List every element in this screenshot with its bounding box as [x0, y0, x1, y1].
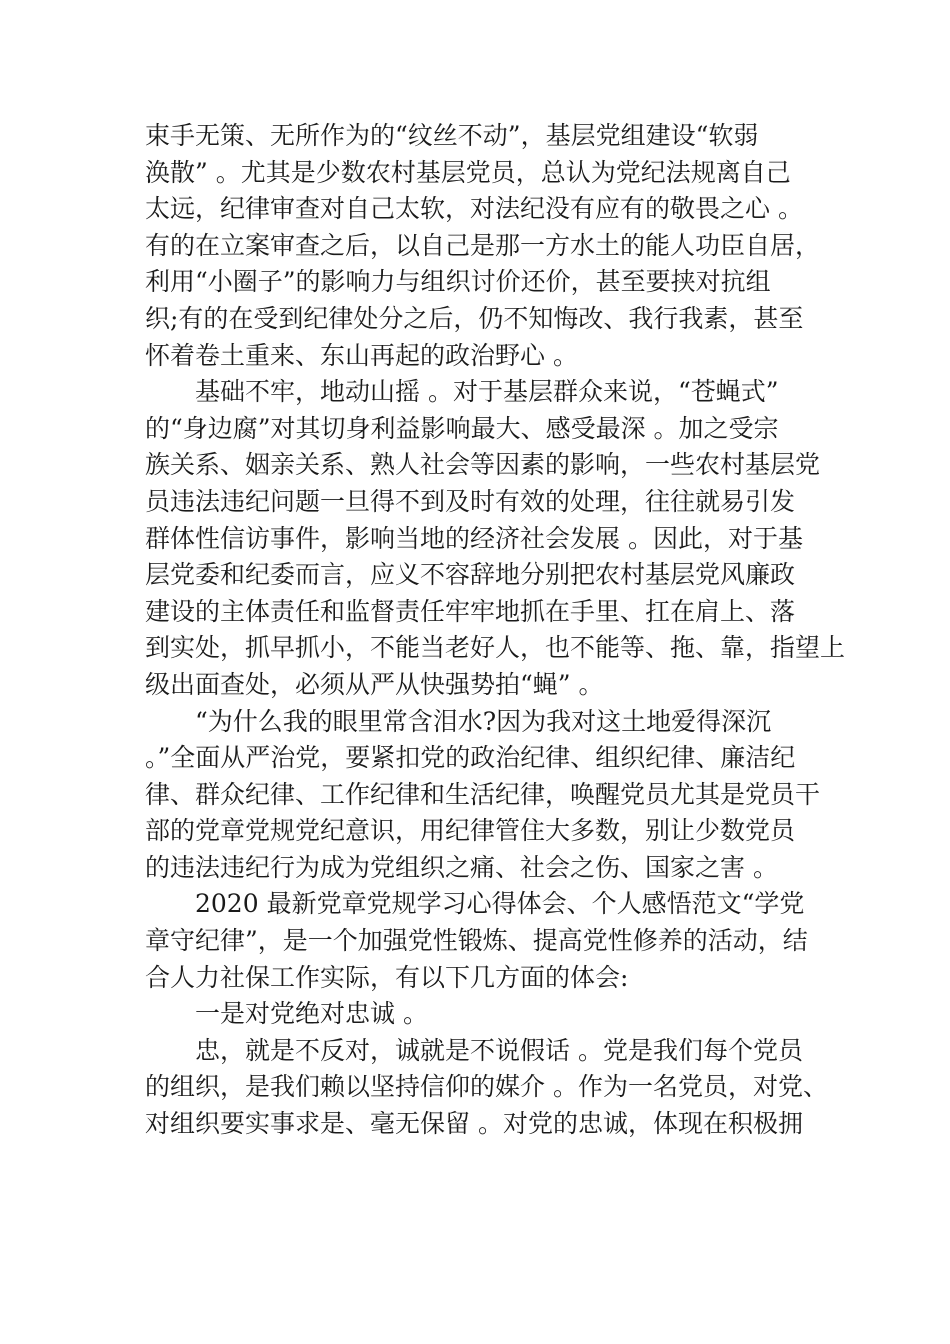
text-line: 一是对党绝对忠诚 。	[195, 999, 428, 1029]
text-line: “为什么我的眼里常含泪水?因为我对这土地爱得深沉	[195, 706, 772, 736]
text-line: 太远，纪律审查对自己太软，对法纪没有应有的敬畏之心 。	[145, 194, 803, 224]
text-line: 层党委和纪委而言，应义不容辞地分别把农村基层党风廉政	[145, 560, 796, 590]
text-line: 基础不牢，地动山摇 。对于基层群众来说，“苍蝇式”	[195, 377, 779, 407]
text-line: 的组织，是我们赖以坚持信仰的媒介 。作为一名党员，对党、	[145, 1072, 828, 1102]
text-line: 忠，就是不反对，诚就是不说假话 。党是我们每个党员	[195, 1035, 803, 1065]
text-line: 织;有的在受到纪律处分之后，仍不知悔改、我行我素，甚至	[145, 303, 804, 333]
text-line: 束手无策、无所作为的“纹丝不动”，基层党组建设“软弱	[145, 121, 759, 150]
text-line: 对组织要实事求是、毫无保留 。对党的忠诚，体现在积极拥	[145, 1109, 803, 1139]
text-line: 的“身边腐”对其切身利益影响最大、感受最深 。加之受宗	[145, 413, 779, 443]
text-line: 级出面查处，必须从严从快强势拍“蝇” 。	[145, 669, 604, 699]
text-line: 群体性信访事件，影响当地的经济社会发展 。因此，对于基	[145, 523, 803, 553]
text-line: 。”全面从严治党，要紧扣党的政治纪律、组织纪律、廉洁纪	[145, 743, 796, 773]
text-line: 族关系、姻亲关系、熟人社会等因素的影响，一些农村基层党	[145, 450, 821, 480]
text-line: 合人力社保工作实际，有以下几方面的体会:	[145, 962, 629, 992]
text-line: 建设的主体责任和监督责任牢牢地抓在手里、扛在肩上、落	[145, 596, 796, 626]
text-line: 的违法违纪行为成为党组织之痛、社会之伤、国家之害 。	[145, 852, 778, 882]
text-line: 章守纪律”，是一个加强党性锻炼、提高党性修养的活动，结	[145, 926, 808, 956]
text-line: 有的在立案审查之后，以自己是那一方水土的能人功臣自居，	[145, 230, 821, 260]
text-line: 员违法违纪问题一旦得不到及时有效的处理，往往就易引发	[145, 486, 796, 516]
text-line: 怀着卷土重来、东山再起的政治野心 。	[145, 340, 578, 370]
text-line: 2020 最新党章党规学习心得体会、个人感悟范文“学党	[195, 889, 805, 919]
text-line: 部的党章党规党纪意识，用纪律管住大多数，别让少数党员	[145, 816, 796, 846]
text-line: 涣散” 。尤其是少数农村基层党员，总认为党纪法规离自己	[145, 157, 791, 187]
text-line: 律、群众纪律、工作纪律和生活纪律，唤醒党员尤其是党员干	[145, 779, 821, 809]
text-line: 到实处，抓早抓小，不能当老好人，也不能等、拖、靠，指望上	[145, 633, 846, 663]
text-line: 利用“小圈子”的影响力与组织讨价还价，甚至要挟对抗组	[145, 267, 771, 297]
document-body	[145, 118, 846, 1143]
